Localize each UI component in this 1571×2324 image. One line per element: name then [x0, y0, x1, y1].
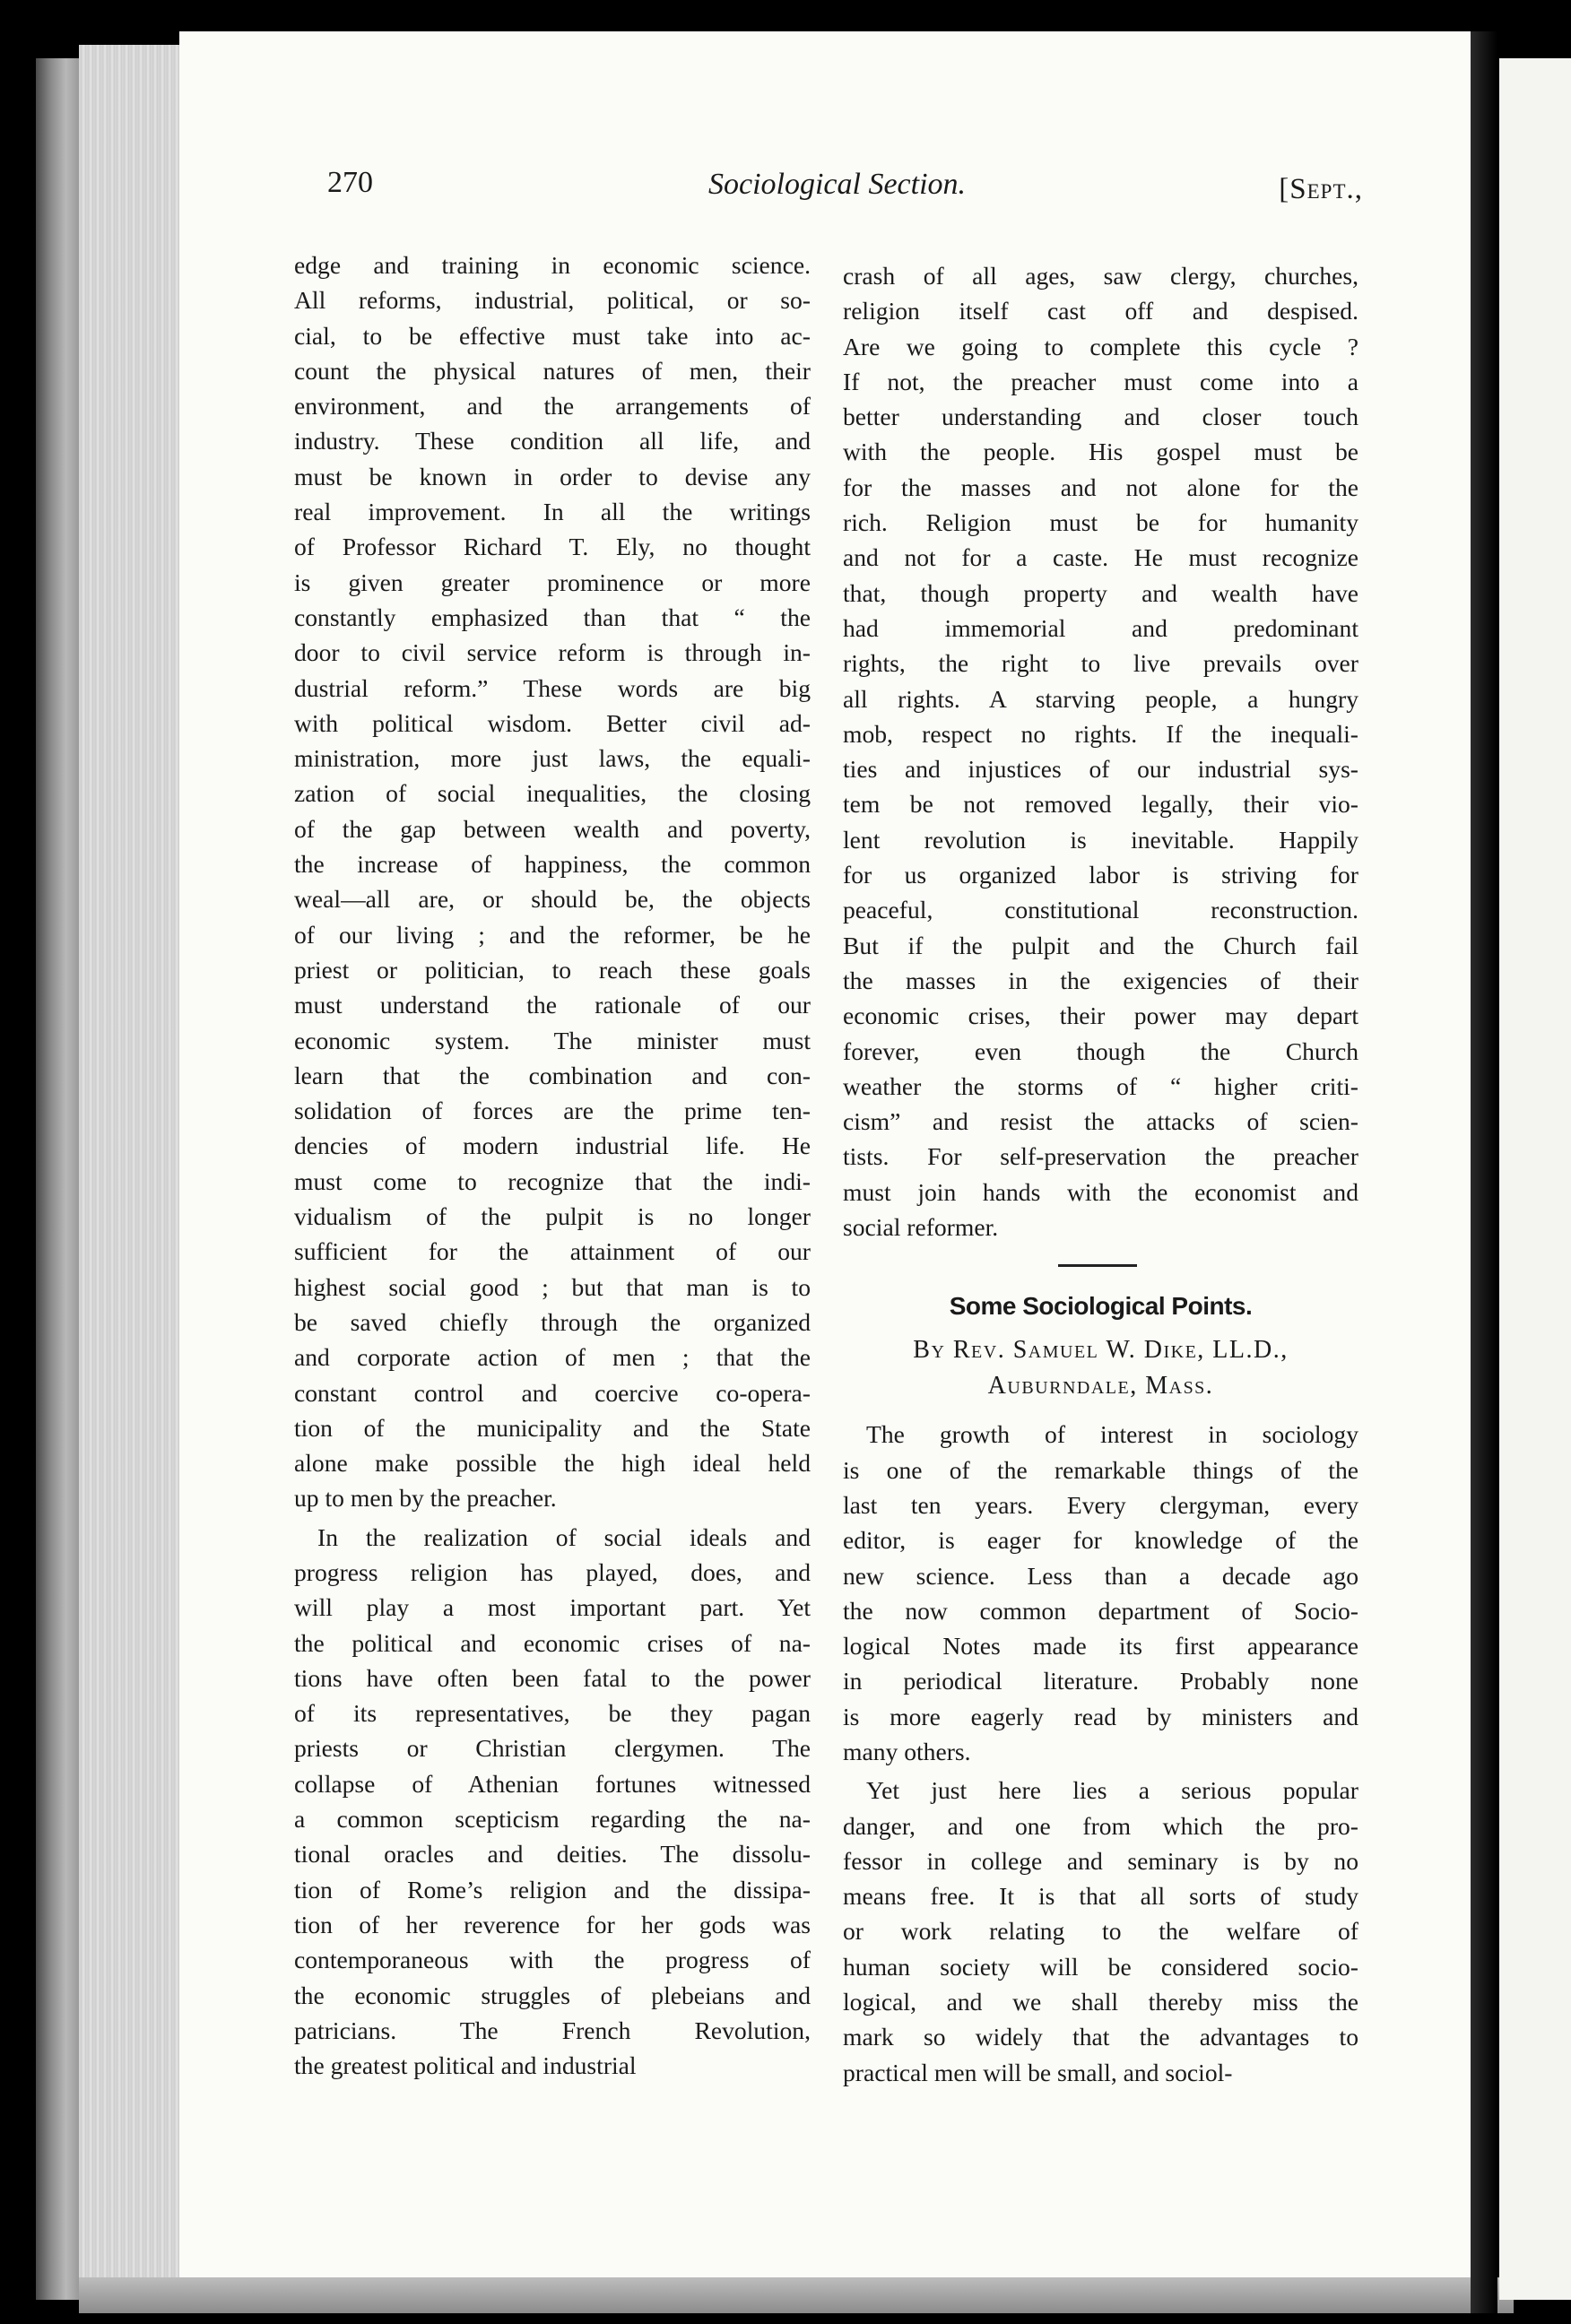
text-line: weather the storms of “ higher criti-: [843, 1071, 1358, 1100]
text-line: lent revolution is inevitable. Happily: [843, 825, 1358, 854]
text-line: in periodical literature. Probably none: [843, 1667, 1358, 1695]
text-line: that, though property and wealth have: [843, 578, 1358, 607]
text-line: the greatest political and industrial: [294, 2051, 637, 2080]
left-paragraph-2: [294, 1520, 811, 2084]
text-line: must be known in order to devise any: [294, 462, 811, 490]
text-line: must join hands with the economist and: [843, 1177, 1358, 1206]
text-line: the now common department of Socio-: [843, 1596, 1358, 1625]
bottom-page-edges: [79, 2277, 1514, 2313]
text-line: new science. Less than a decade ago: [843, 1561, 1358, 1590]
text-line: will play a most important part. Yet: [294, 1593, 811, 1622]
text-line: better understanding and closer touch: [843, 403, 1358, 431]
text-line: constant control and coercive co-opera-: [294, 1378, 811, 1407]
text-line: mark so widely that the advantages to: [843, 2023, 1358, 2051]
text-line: highest social good ; but that man is to: [294, 1272, 811, 1301]
book-spine-shadow: [36, 58, 79, 2300]
left-column: [294, 247, 811, 2083]
text-line: logical Notes made its first appearance: [843, 1632, 1358, 1661]
text-line: edge and training in economic science.: [294, 251, 811, 279]
text-line: economic crises, their power may depart: [843, 1002, 1358, 1030]
text-line: learn that the combination and con-: [294, 1061, 811, 1089]
text-line: human society will be considered socio-: [843, 1952, 1358, 1981]
text-line: means free. It is that all sorts of study: [843, 1882, 1358, 1911]
text-line: progress religion has played, does, and: [294, 1557, 811, 1586]
text-line: had immemorial and predominant: [843, 613, 1358, 642]
right-paragraph-1: [843, 258, 1358, 1244]
page-header: [327, 166, 1363, 220]
right-paragraph-3: [843, 1773, 1358, 2090]
text-line: the masses in the exigencies of their: [843, 966, 1358, 994]
text-line: constantly emphasized than that “ the: [294, 603, 811, 631]
text-line: up to men by the preacher.: [294, 1484, 557, 1513]
text-line: a common scepticism regarding the na-: [294, 1805, 811, 1834]
text-line: tion of her reverence for her gods was: [294, 1910, 811, 1938]
text-line: must understand the rationale of our: [294, 991, 811, 1019]
text-line: many others.: [843, 1737, 971, 1765]
text-line: is given greater prominence or more: [294, 568, 811, 596]
section-divider: [1058, 1264, 1137, 1267]
text-line: fessor in college and seminary is by no: [843, 1846, 1358, 1875]
text-line: collapse of Athenian fortunes witnessed: [294, 1769, 811, 1798]
text-line: must come to recognize that the indi-: [294, 1166, 811, 1195]
text-line: tions have often been fatal to the power: [294, 1663, 811, 1692]
text-line: cial, to be effective must take into ac-: [294, 321, 811, 350]
text-line: weal—all are, or should be, the objects: [294, 885, 811, 914]
section-date: [Sept.,: [1279, 173, 1363, 205]
running-title: Sociological Section.: [708, 168, 967, 201]
text-line: danger, and one from which the pro-: [843, 1811, 1358, 1840]
text-line: with the people. His gospel must be: [843, 438, 1358, 466]
text-line: peaceful, constitutional reconstruction.: [843, 896, 1358, 924]
text-line: real improvement. In all the writings: [294, 498, 811, 526]
text-line: all rights. A starving people, a hungry: [843, 684, 1358, 713]
text-line: the economic struggles of plebeians and: [294, 1981, 811, 2009]
text-line: patricians. The French Revolution,: [294, 2016, 811, 2044]
text-line: alone make possible the high ideal held: [294, 1449, 811, 1478]
text-line: economic system. The minister must: [294, 1026, 811, 1054]
text-line: priest or politician, to reach these goals: [294, 955, 811, 984]
text-line: crash of all ages, saw clergy, churches,: [843, 262, 1358, 290]
right-paragraph-2: [843, 1417, 1358, 1769]
text-line: the political and economic crises of na-: [294, 1628, 811, 1657]
text-line: ties and injustices of our industrial sys-: [843, 755, 1358, 784]
right-column: [843, 258, 1358, 2090]
text-line: is more eagerly read by ministers and: [843, 1702, 1358, 1730]
text-line: last ten years. Every clergyman, every: [843, 1490, 1358, 1519]
text-line: ministration, more just laws, the equali-: [294, 744, 811, 773]
text-line: or work relating to the welfare of: [843, 1917, 1358, 1946]
text-line: for the masses and not alone for the: [843, 473, 1358, 501]
text-line: rights, the right to live prevails over: [843, 649, 1358, 678]
text-line: environment, and the arrangements of: [294, 392, 811, 421]
text-line: door to civil service reform is through in-: [294, 638, 811, 667]
text-line: All reforms, industrial, political, or so-: [294, 286, 811, 315]
text-line: Yet just here lies a serious popular: [866, 1776, 1358, 1805]
text-line: If not, the preacher must come into a: [843, 367, 1358, 395]
text-line: forever, even though the Church: [843, 1036, 1358, 1065]
text-line: social reformer.: [843, 1213, 999, 1242]
text-line: Are we going to complete this cycle ?: [843, 332, 1358, 360]
text-line: cism” and resist the attacks of scien-: [843, 1107, 1358, 1136]
text-line: In the realization of social ideals and: [317, 1522, 811, 1551]
text-line: rich. Religion must be for humanity: [843, 508, 1358, 537]
text-line: of its representatives, be they pagan: [294, 1699, 811, 1728]
text-line: vidualism of the pulpit is no longer: [294, 1202, 811, 1231]
text-line: and corporate action of men ; that the: [294, 1343, 811, 1372]
text-line: contemporaneous with the progress of: [294, 1946, 811, 1974]
text-line: solidation of forces are the prime ten-: [294, 1097, 811, 1125]
gutter-shadow: [1471, 31, 1497, 2313]
left-paragraph-1: [294, 247, 811, 1516]
text-line: count the physical natures of men, their: [294, 356, 811, 385]
text-line: for us organized labor is striving for: [843, 861, 1358, 889]
byline-location: Auburndale, Mass.: [987, 1372, 1214, 1400]
text-line: of the gap between wealth and poverty,: [294, 814, 811, 843]
text-line: and not for a caste. He must recognize: [843, 543, 1358, 572]
text-line: practical men will be small, and sociol-: [843, 2058, 1233, 2086]
page-number: 270: [327, 166, 373, 199]
text-line: with political wisdom. Better civil ad-: [294, 708, 811, 737]
text-line: editor, is eager for knowledge of the: [843, 1526, 1358, 1555]
byline-author: By Rev. Samuel W. Dike, LL.D.,: [913, 1336, 1289, 1365]
text-line: industry. These condition all life, and: [294, 427, 811, 455]
text-line: dencies of modern industrial life. He: [294, 1132, 811, 1160]
text-line: dustrial reform.” These words are big: [294, 673, 811, 702]
text-line: zation of social inequalities, the closing: [294, 779, 811, 808]
text-line: The growth of interest in sociology: [866, 1420, 1358, 1449]
text-line: But if the pulpit and the Church fail: [843, 931, 1358, 959]
text-line: religion itself cast off and despised.: [843, 297, 1358, 325]
text-line: of Professor Richard T. Ely, no thought: [294, 533, 811, 561]
text-line: be saved chiefly through the organized: [294, 1307, 811, 1336]
text-line: the increase of happiness, the common: [294, 850, 811, 879]
facing-page-edge: [1499, 58, 1571, 2300]
text-line: sufficient for the attainment of our: [294, 1237, 811, 1266]
text-line: tion of the municipality and the State: [294, 1413, 811, 1442]
text-line: logical, and we shall thereby miss the: [843, 1988, 1358, 2016]
text-line: priests or Christian clergymen. The: [294, 1734, 811, 1763]
text-line: tists. For self-preservation the preacher: [843, 1142, 1358, 1171]
text-line: tional oracles and deities. The dissolu-: [294, 1840, 811, 1869]
article-title: Some Sociological Points.: [949, 1292, 1253, 1321]
text-line: is one of the remarkable things of the: [843, 1455, 1358, 1484]
text-line: of our living ; and the reformer, be he: [294, 920, 811, 949]
page-edges: [79, 45, 187, 2313]
text-line: mob, respect no rights. If the inequali-: [843, 719, 1358, 748]
text-line: tem be not removed legally, their vio-: [843, 790, 1358, 819]
text-line: tion of Rome’s religion and the dissipa-: [294, 1875, 811, 1903]
